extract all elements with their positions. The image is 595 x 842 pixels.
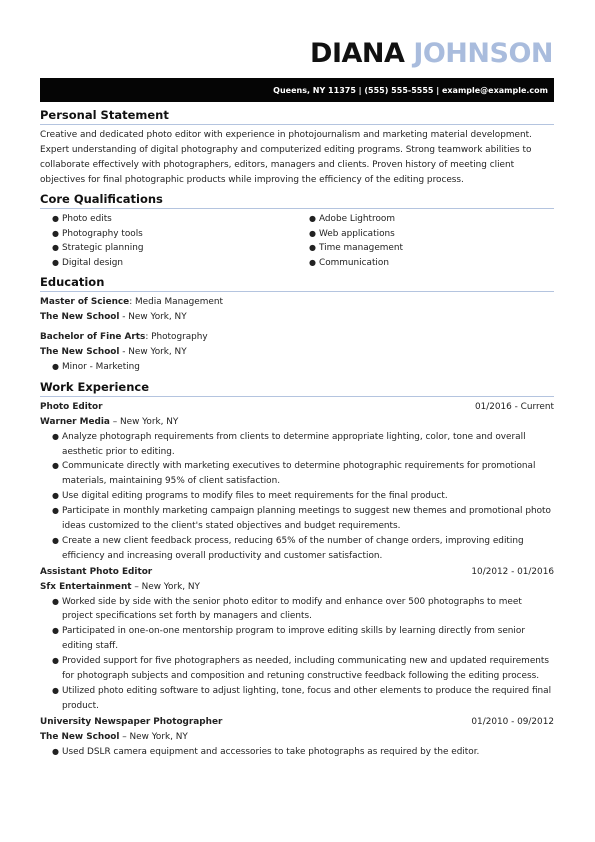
list-item [40, 504, 554, 534]
work-list [40, 400, 554, 760]
qualifications-left-column [40, 212, 297, 272]
school-line [40, 345, 554, 360]
list-item-text: Photo edits [62, 213, 112, 224]
school: The New School [40, 346, 120, 357]
list-item-text: Adobe Lightroom [319, 213, 396, 224]
bullet-icon: ● [309, 258, 316, 268]
company-line [40, 730, 554, 745]
job-title: University Newspaper Photographer [40, 716, 223, 727]
degree-line [40, 295, 554, 310]
section-title-work: Work Experience [40, 380, 554, 397]
list-item-text: Create a new client feedback process, reducing 65% of the number of change orders, improving editing efficiency and increasing overall productivity and customer satisfaction. [62, 535, 524, 561]
section-title-qualifications: Core Qualifications [40, 192, 554, 209]
list-item-text: Strategic planning [62, 243, 144, 254]
contact-info: Queens, NY 11375 | (555) 555-5555 | example@example.com [273, 85, 548, 95]
company-line [40, 415, 554, 430]
education-list [40, 295, 554, 375]
list-item [40, 684, 554, 714]
list-item-text: Participated in one-on-one mentorship program to improve editing skills by learning directly from senior editing staff. [62, 626, 525, 652]
list-item [40, 489, 554, 504]
resume-content [40, 108, 554, 761]
list-item-text: Communication [319, 258, 389, 269]
bullet-icon: ● [52, 243, 59, 253]
job-dates: 10/2012 - 01/2016 [471, 566, 554, 577]
bullet-icon: ● [52, 258, 59, 268]
list-item [40, 241, 297, 256]
list-item [40, 654, 554, 684]
bullet-icon: ● [52, 746, 59, 756]
company-location: – New York, NY [109, 416, 179, 427]
bullet-icon: ● [309, 213, 316, 223]
list-item-text: Used DSLR camera equipment and accessories to take photographs as required by the editor. [62, 746, 480, 757]
list-item-text: Minor - Marketing [62, 361, 140, 372]
job-title: Assistant Photo Editor [40, 566, 153, 577]
field: : Media Management [129, 297, 223, 308]
list-item-text: Utilized photo editing software to adjust lighting, tone, focus and other elements to produce the required final product. [62, 686, 552, 711]
first-name: DIANA [310, 38, 405, 69]
list-item [40, 256, 297, 271]
list-item-text: Digital design [62, 258, 124, 269]
bullet-icon: ● [52, 686, 59, 695]
list-item [297, 256, 554, 271]
school-line [40, 310, 554, 325]
list-item-text: Photography tools [62, 228, 143, 239]
job-title: Photo Editor [40, 401, 103, 412]
list-item [297, 227, 554, 242]
bullet-icon: ● [52, 596, 59, 606]
job-header [40, 715, 554, 730]
qualifications-right-column [297, 212, 554, 272]
bullet-icon: ● [309, 228, 316, 238]
bullet-icon: ● [52, 461, 59, 471]
list-item [297, 212, 554, 227]
school-location: - New York, NY [119, 346, 187, 357]
bullet-icon: ● [52, 491, 59, 501]
list-item [40, 745, 554, 760]
degree: Bachelor of Fine Arts [40, 332, 146, 343]
list-item-text: Worked side by side with the senior photo editor to modify and enhance over 500 photographs to meet project specifications set forth by managers and clients. [62, 596, 522, 622]
list-item [40, 595, 554, 625]
bullet-icon: ● [309, 243, 316, 253]
list-item-text: Analyze photograph requirements from clients to determine appropriate lighting, color, tone and overall aesthetic prior to editing. [62, 431, 526, 457]
candidate-name [310, 38, 553, 69]
job-bullets [40, 430, 554, 564]
degree-line [40, 330, 554, 345]
bullet-icon: ● [52, 535, 59, 545]
job-dates: 01/2010 - 09/2012 [471, 716, 554, 727]
list-item-text: Provided support for five photographers as needed, including communicating new and updated requirements for photograph subjects and composition and retuning constructive feedback following the editing process. [62, 656, 550, 682]
company: The New School [40, 731, 120, 742]
bullet-icon: ● [52, 506, 59, 516]
bullet-icon: ● [52, 626, 59, 636]
job-dates: 01/2016 - Current [474, 401, 554, 412]
list-item [40, 227, 297, 242]
education-entry [40, 330, 554, 375]
bullet-icon: ● [52, 431, 59, 441]
bullet-icon: ● [52, 228, 59, 238]
bullet-icon: ● [52, 213, 59, 223]
company: Warner Media [40, 416, 110, 427]
job-header [40, 400, 554, 415]
list-item-text: Use digital editing programs to modify files to meet requirements for the final product. [62, 491, 448, 502]
school: The New School [40, 312, 120, 323]
company-line [40, 580, 554, 595]
list-item [40, 624, 554, 654]
field: : Photography [145, 332, 208, 343]
contact-bar [40, 78, 554, 102]
company-location: – New York, NY [119, 731, 188, 742]
job-entry [40, 400, 554, 564]
degree: Master of Science [40, 297, 130, 308]
bullet-icon: ● [52, 656, 59, 666]
job-bullets [40, 745, 554, 760]
list-item [40, 212, 297, 227]
personal-statement: Creative and dedicated photo editor with experience in photojournalism and marketing material development. Expert understanding of digital photography and computerized editing programs. Strong teamwork abilities to collaborate effectively with photographers, editors, managers and clients. Proven history of meeting client objectives for final photographic products while improving the efficiency of the editing process. [40, 130, 532, 185]
section-title-statement: Personal Statement [40, 108, 554, 125]
company-location: – New York, NY [131, 581, 200, 592]
job-entry [40, 715, 554, 760]
qualifications-list [40, 212, 554, 272]
list-item [297, 241, 554, 256]
job-entry [40, 565, 554, 714]
list-item [40, 459, 554, 489]
list-item [40, 534, 554, 564]
job-header [40, 565, 554, 580]
school-location: - New York, NY [119, 312, 187, 323]
list-item-text: Web applications [319, 228, 395, 239]
list-item [40, 360, 554, 375]
education-details [40, 360, 554, 375]
list-item-text: Participate in monthly marketing campaign planning meetings to suggest new themes and promotional photo ideas customized to the client's stated objectives and budget requirements. [62, 506, 551, 532]
section-title-education: Education [40, 275, 554, 292]
job-bullets [40, 595, 554, 714]
list-item-text: Time management [319, 243, 403, 254]
company: Sfx Entertainment [40, 581, 132, 592]
bullet-icon: ● [52, 361, 59, 371]
list-item-text: Communicate directly with marketing executives to determine photographic requirements for promotional materials, maintaining 95% of client satisfaction. [62, 461, 536, 487]
list-item [40, 430, 554, 460]
education-entry [40, 295, 554, 325]
last-name: JOHNSON [413, 38, 553, 69]
